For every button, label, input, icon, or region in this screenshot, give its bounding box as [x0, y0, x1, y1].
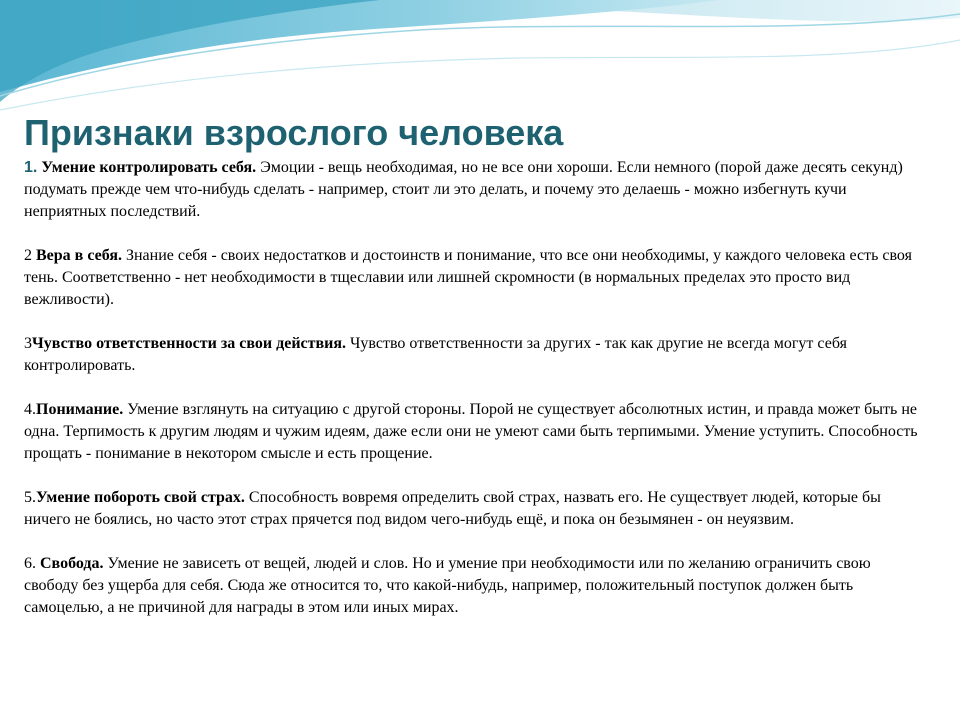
item-number: 4.	[24, 401, 36, 418]
item-number: 6.	[24, 555, 36, 572]
wave-header-decoration	[0, 0, 960, 120]
quality-item-5	[24, 487, 924, 531]
qualities-list	[24, 157, 924, 619]
item-text: Знание себя - своих недостатков и достоинств и понимание, что все они необходимы, у каждого человека есть своя тень. Соответственно - нет необходимости в тщеславии или лишней скромности (в нормальных пределах это просто вид вежливости).	[24, 247, 912, 308]
item-number: 2	[24, 247, 32, 264]
quality-item-3	[24, 333, 924, 377]
item-text: Чувство ответственности за других - так как другие не всегда могут себя контролировать.	[24, 335, 847, 374]
item-number: 1.	[24, 159, 38, 176]
item-heading: Понимание.	[36, 401, 124, 418]
item-text: Умение не зависеть от вещей, людей и слов. Но и умение при необходимости или по желанию ограничить свою свободу без ущерба для себя. Сюда же относится то, что какой-нибудь, например, положительный поступок должен быть самоцелью, а не причиной для награды в этом или иных мирах.	[24, 555, 871, 616]
quality-item-6	[24, 553, 924, 619]
item-heading: Свобода.	[40, 555, 104, 572]
quality-item-2	[24, 245, 924, 311]
item-heading: Чувство ответственности за свои действия.	[32, 335, 347, 352]
item-text: Эмоции - вещь необходимая, но не все они хороши. Если немного (порой даже десять секунд) подумать прежде чем что-нибудь сделать - например, стоит ли это делать, и почему это делаешь - можно избегнуть кучи неприятных последствий.	[24, 159, 903, 220]
item-text: Умение взглянуть на ситуацию с другой стороны. Порой не существует абсолютных истин, и правда может быть не одна. Терпимость к другим людям и чужим идеям, даже если они не умеют сами быть терпимыми. Умение уступить. Способность прощать - понимание в некотором смысле и есть прощение.	[24, 401, 918, 462]
item-number: 5.	[24, 489, 36, 506]
item-number: 3	[24, 335, 32, 352]
quality-item-1	[24, 157, 924, 223]
item-heading: Умение контролировать себя.	[41, 159, 257, 176]
quality-item-4	[24, 399, 924, 465]
slide-title: Признаки взрослого человека	[24, 112, 564, 153]
item-text: Способность вовремя определить свой страх, назвать его. Не существует людей, которые бы ничего не боялись, но часто этот страх прячется под видом чего-нибудь ещё, и пока он безымянен - он неуязвим.	[24, 489, 881, 528]
item-heading: Вера в себя.	[36, 247, 122, 264]
item-heading: Умение побороть свой страх.	[36, 489, 245, 506]
